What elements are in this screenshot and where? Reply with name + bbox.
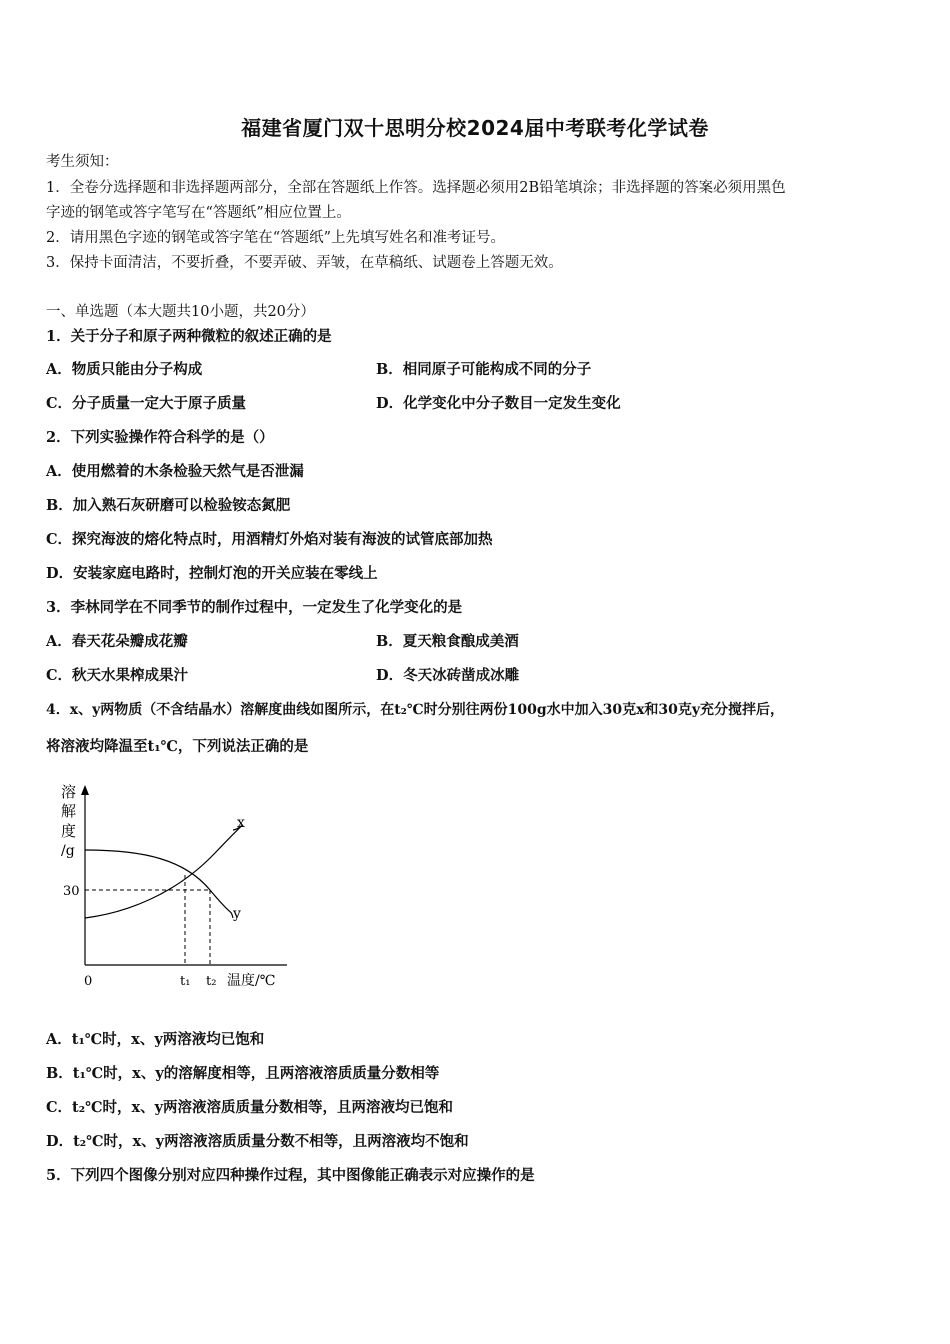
notice-item-1: 1．全卷分选择题和非选择题两部分，全部在答题纸上作答。选择题必须用2B铅笔填涂；非选择题的答案必须用黑色 — [46, 180, 786, 196]
notice-heading: 考生须知： — [46, 154, 119, 170]
q4-stem-line2: 将溶液均降温至t₁℃，下列说法正确的是 — [46, 738, 309, 755]
y-axis-label-3: 度 — [61, 822, 77, 840]
q1-stem: 1．关于分子和原子两种微粒的叙述正确的是 — [46, 328, 332, 345]
series-x-curve — [85, 826, 242, 918]
x-tick-t1: t₁ — [180, 974, 191, 989]
page-title: 福建省厦门双十思明分校2024届中考联考化学试卷 — [241, 116, 709, 140]
q2-option-c: C．探究海波的熔化特点时，用酒精灯外焰对装有海波的试管底部加热 — [46, 531, 493, 548]
solubility-chart — [55, 775, 295, 1000]
notice-item-1-cont: 字迹的钢笔或答字笔写在“答题纸”相应位置上。 — [46, 205, 351, 221]
q1-option-d: D．化学变化中分子数目一定发生变化 — [376, 395, 621, 412]
q1-option-a: A．物质只能由分子构成 — [46, 361, 203, 378]
q3-option-c: C．秋天水果榨成果汁 — [46, 667, 189, 684]
q4-option-b: B．t₁℃时，x、y的溶解度相等，且两溶液溶质质量分数相等 — [46, 1065, 440, 1082]
section-heading: 一、单选题（本大题共10小题，共20分） — [46, 304, 315, 320]
q4-stem-line1: 4．x、y两物质（不含结晶水）溶解度曲线如图所示，在t₂℃时分别往两份100g水中加入30克x和30克y充分搅拌后， — [46, 702, 785, 718]
series-y-curve — [85, 850, 233, 918]
q1-option-b: B．相同原子可能构成不同的分子 — [376, 361, 592, 378]
q4-option-c: C．t₂℃时，x、y两溶液溶质质量分数相等，且两溶液均已饱和 — [46, 1099, 454, 1116]
y-axis-label-2: 解 — [61, 802, 77, 820]
y-axis-label-1: 溶 — [61, 783, 77, 801]
y-axis-label-4: /g — [61, 843, 75, 859]
q5-stem: 5．下列四个图像分别对应四种操作过程，其中图像能正确表示对应操作的是 — [46, 1167, 535, 1184]
notice-item-3: 3．保持卡面清洁，不要折叠，不要弄破、弄皱，在草稿纸、试题卷上答题无效。 — [46, 255, 563, 271]
series-y-label: y — [233, 906, 241, 922]
q2-option-b: B．加入熟石灰研磨可以检验铵态氮肥 — [46, 497, 291, 514]
q4-option-d: D．t₂℃时，x、y两溶液溶质质量分数不相等，且两溶液均不饱和 — [46, 1133, 469, 1150]
notice-item-2: 2．请用黑色字迹的钢笔或答字笔在“答题纸”上先填写姓名和准考证号。 — [46, 230, 506, 246]
q2-option-a: A．使用燃着的木条检验天然气是否泄漏 — [46, 463, 304, 480]
y-tick-30: 30 — [63, 884, 80, 899]
origin-label: 0 — [84, 974, 93, 989]
q3-option-a: A．春天花朵瓣成花瓣 — [46, 633, 188, 650]
q2-option-d: D．安装家庭电路时，控制灯泡的开关应装在零线上 — [46, 565, 378, 582]
q2-stem: 2．下列实验操作符合科学的是（） — [46, 429, 274, 446]
q4-option-a: A．t₁℃时，x、y两溶液均已饱和 — [46, 1031, 265, 1048]
x-tick-t2: t₂ — [206, 974, 217, 989]
q3-stem: 3．李林同学在不同季节的制作过程中，一定发生了化学变化的是 — [46, 599, 463, 616]
q3-option-b: B．夏天粮食酿成美酒 — [376, 633, 519, 650]
y-axis-arrow — [81, 785, 89, 795]
series-x-label: x — [237, 815, 245, 831]
x-axis-label: 温度/℃ — [227, 973, 276, 989]
q3-option-d: D．冬天冰砖凿成冰雕 — [376, 667, 520, 684]
q1-option-c: C．分子质量一定大于原子质量 — [46, 395, 247, 412]
